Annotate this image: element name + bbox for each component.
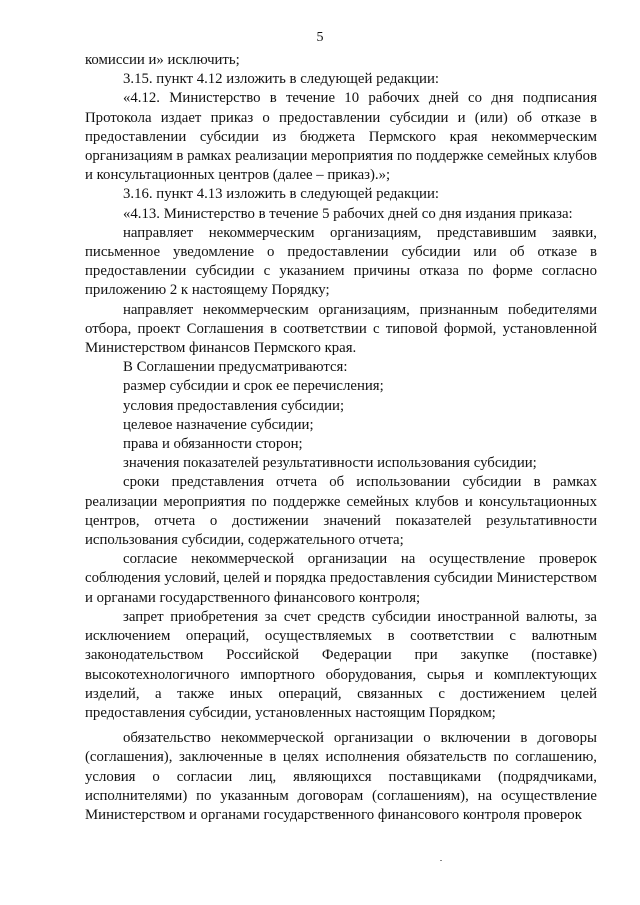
paragraph: В Соглашении предусматриваются: — [123, 359, 348, 376]
page-number: 5 — [316, 30, 324, 45]
paragraph: комиссии и» исключить; — [85, 52, 240, 68]
document-body — [85, 51, 597, 825]
paragraph: 3.15. пункт 4.12 изложить в следующей редакции: — [123, 71, 440, 88]
paragraph: размер субсидии и срок ее перечисления; — [123, 378, 384, 395]
paragraph: «4.12. Министерство в течение 10 рабочих дней со дня подписания Протокола издает приказ о предоставлении субсидии и (или) об отказе в предоставлении субсидии из бюджета Пермского края некоммерческим организациям в рамках реализации мероприятия по поддержке семейных клубов и консультационных центров (далее – приказ).»; — [85, 90, 597, 184]
paragraph: 3.16. пункт 4.13 изложить в следующей редакции: — [123, 186, 440, 203]
paragraph: направляет некоммерческим организациям, признанным победителями отбора, проект Соглашения в соответствии с типовой формой, установленной Министерством финансов Пермского края. — [85, 301, 597, 357]
scan-artifact — [440, 860, 442, 861]
paragraph: запрет приобретения за счет средств субсидии иностранной валюты, за исключением операций, осуществляемых в соответствии с валютным законодательством Российской Федерации при закупке (поставке) высокотехнологичного импортного оборудования, сырья и комплектующих изделий, а также иных операций, связанных с достижением целей предоставления субсидии, установленных настоящим Порядком; — [85, 608, 597, 721]
paragraph: направляет некоммерческим организациям, представившим заявки, письменное уведомление о предоставлении субсидии или об отказе в предоставлении субсидии с указанием причины отказа по форме согласно приложению 2 к настоящему Порядку; — [85, 224, 597, 299]
paragraph: условия предоставления субсидии; — [123, 397, 345, 414]
paragraph: согласие некоммерческой организации на осуществление проверок соблюдения условий, целей и порядка предоставления субсидии Министерством и органами государственного финансового контроля; — [85, 551, 597, 606]
paragraph: обязательство некоммерческой организации о включении в договоры (соглашения), заключенные в целях исполнения обязательств по соглашению, условия о согласии лиц, являющихся поставщиками (подрядчиками, исполнителями) по указанным договорам (соглашениям), на осуществление Министерством и органами государственного финансового контроля проверок — [85, 730, 597, 823]
paragraph: «4.13. Министерство в течение 5 рабочих дней со дня издания приказа: — [123, 205, 573, 222]
paragraph: значения показателей результативности использования субсидии; — [123, 455, 537, 472]
paragraph: права и обязанности сторон; — [123, 436, 303, 453]
paragraph: целевое назначение субсидии; — [123, 416, 314, 433]
paragraph: сроки представления отчета об использовании субсидии в рамках реализации мероприятия по поддержке семейных клубов и консультационных центров, отчета о достижении значений показателей результативности использования субсидии, содержательного отчета; — [85, 474, 597, 549]
